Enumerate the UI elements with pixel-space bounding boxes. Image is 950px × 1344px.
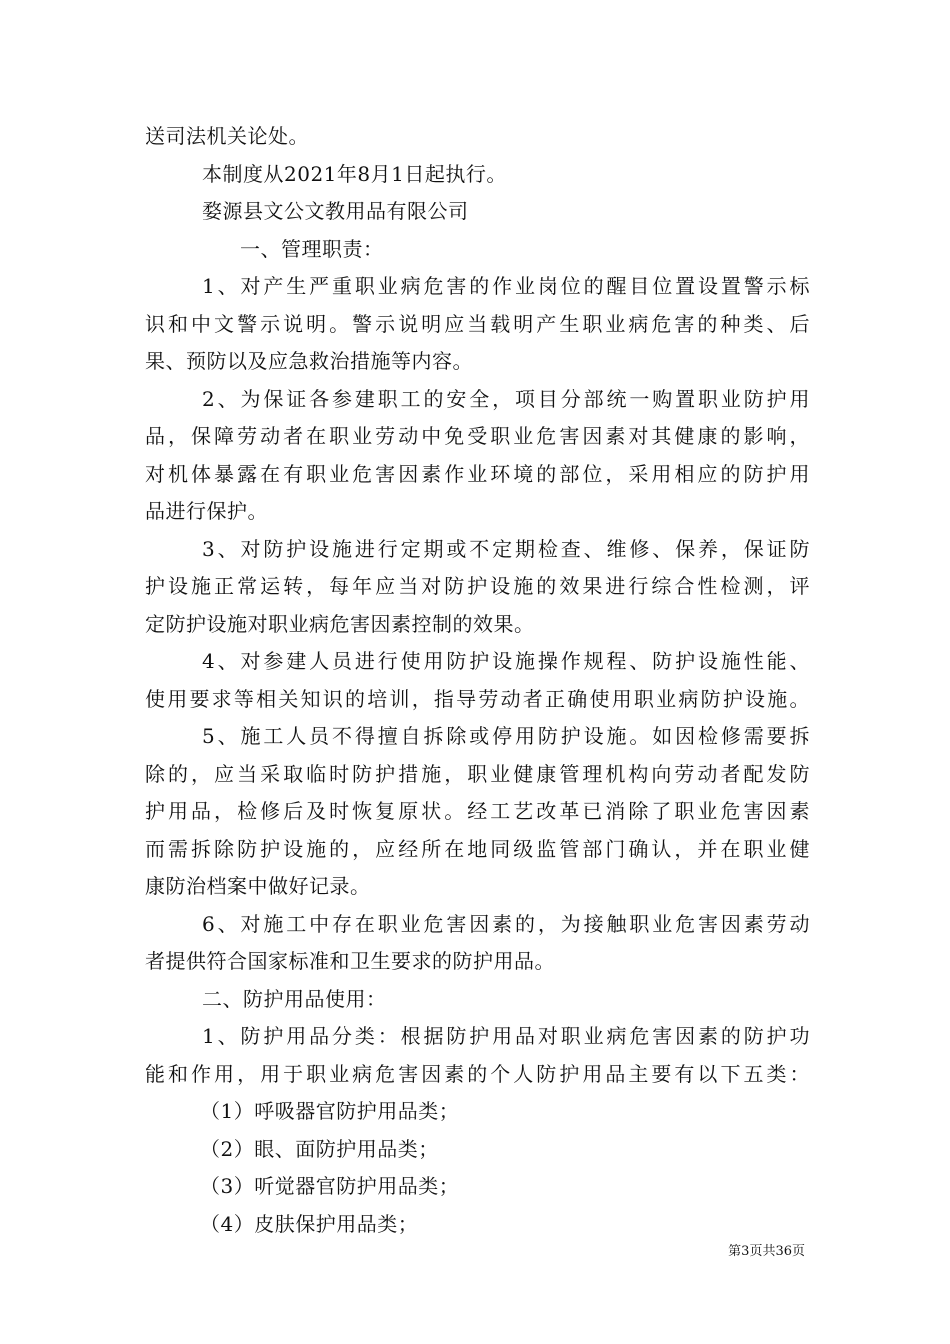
text-line: （1）呼吸器官防护用品类； [200,1099,460,1123]
document-body [145,118,810,1243]
text-line: 识和中文警示说明。警示说明应当载明产生职业病危害的种类、后 [145,311,810,336]
text-line: 6、对施工中存在职业危害因素的，为接触职业危害因素劳动 [202,911,810,936]
text-line: 二、防护用品使用： [202,986,387,1011]
text-line: 使用要求等相关知识的培训，指导劳动者正确使用职业病防护设施。 [145,686,810,711]
text-line: 4、对参建人员进行使用防护设施操作规程、防护设施性能、 [202,649,810,673]
text-line: 送司法机关论处。 [145,124,309,148]
text-line: 1、防护用品分类：根据防护用品对职业病危害因素的防护功 [202,1024,810,1048]
page-footer: 第3页共36页 [728,1244,805,1259]
text-line: 而需拆除防护设施的，应经所在地同级监管部门确认，并在职业健 [145,836,810,861]
text-line: （3）听觉器官防护用品类； [200,1174,460,1198]
text-line: 1、对产生严重职业病危害的作业岗位的醒目位置设置警示标 [202,274,810,298]
text-line: （4）皮肤保护用品类； [200,1211,419,1236]
text-line: 品，保障劳动者在职业劳动中免受职业危害因素对其健康的影响， [145,424,810,448]
text-line: 3、对防护设施进行定期或不定期检查、维修、保养，保证防 [202,536,810,561]
text-line: 本制度从2021年8月1日起执行。 [202,161,507,186]
text-line: 婺源县文公文教用品有限公司 [202,199,469,223]
text-line: 定防护设施对职业病危害因素控制的效果。 [145,611,535,636]
text-line: 果、预防以及应急救治措施等内容。 [145,349,473,373]
text-line: 5、施工人员不得擅自拆除或停用防护设施。如因检修需要拆 [202,724,810,748]
text-line: （2）眼、面防护用品类； [200,1136,439,1161]
text-line: 对机体暴露在有职业危害因素作业环境的部位，采用相应的防护用 [145,461,810,486]
text-line: 除的，应当采取临时防护措施，职业健康管理机构向劳动者配发防 [145,761,810,786]
text-line: 者提供符合国家标准和卫生要求的防护用品。 [145,949,555,973]
text-line: 护设施正常运转，每年应当对防护设施的效果进行综合性检测，评 [145,574,810,598]
text-line: 护用品，检修后及时恢复原状。经工艺改革已消除了职业危害因素 [145,799,810,823]
text-line: 能和作用，用于职业病危害因素的个人防护用品主要有以下五类： [145,1061,810,1086]
text-line: 一、管理职责： [240,236,384,261]
text-line: 康防治档案中做好记录。 [145,874,371,898]
text-line: 品进行保护。 [145,499,268,523]
text-line: 2、为保证各参建职工的安全，项目分部统一购置职业防护用 [202,386,810,411]
